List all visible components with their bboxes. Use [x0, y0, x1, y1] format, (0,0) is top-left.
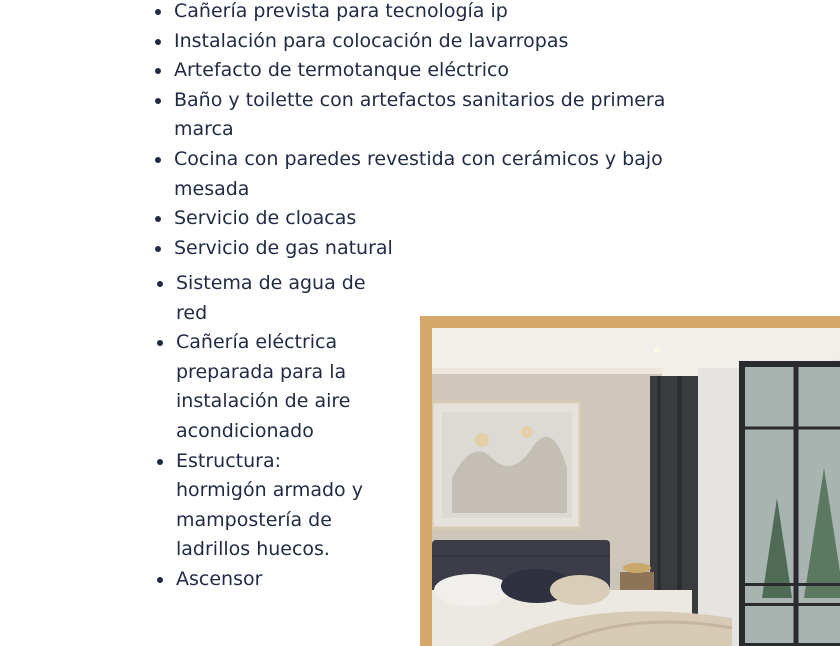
list-item: Servicio de gas natural — [174, 234, 694, 264]
list-item: Cañería prevista para tecnología ip — [174, 0, 694, 27]
bedroom-photo-frame — [420, 316, 840, 646]
list-item: Instalación para colocación de lavarropas — [174, 27, 694, 57]
list-item: Baño y toilette con artefactos sanitarios de primera marca — [174, 86, 694, 145]
list-item: Servicio de cloacas — [174, 204, 694, 234]
list-item: Cañería eléctrica preparada para la instalación de aire acondicionado — [176, 328, 376, 446]
list-item: Cocina con paredes revestida con cerámicos y bajo mesada — [174, 145, 694, 204]
bedroom-illustration — [432, 328, 840, 646]
bedroom-photo — [432, 328, 840, 646]
features-list-top — [174, 0, 694, 263]
features-list-bottom — [176, 269, 376, 595]
list-item: Ascensor — [176, 565, 376, 595]
list-item: Estructura: hormigón armado y mampostería de ladrillos huecos. — [176, 447, 376, 565]
list-item: Sistema de agua de red — [176, 269, 376, 328]
list-item: Artefacto de termotanque eléctrico — [174, 56, 694, 86]
